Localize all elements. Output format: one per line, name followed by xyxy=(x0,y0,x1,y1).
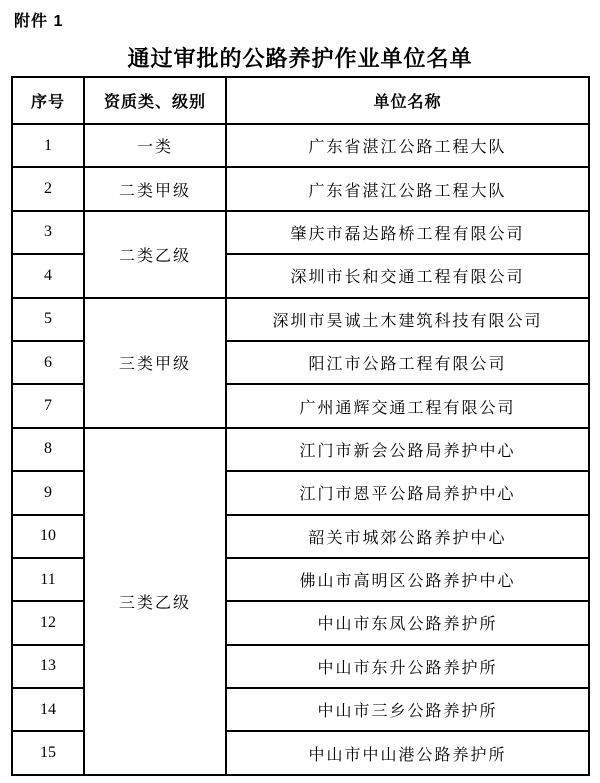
cell-unit-name: 佛山市高明区公路养护中心 xyxy=(226,558,589,601)
cell-unit-name: 广州通辉交通工程有限公司 xyxy=(226,384,589,427)
cell-unit-name: 江门市恩平公路局养护中心 xyxy=(226,471,589,514)
cell-serial-number: 9 xyxy=(12,471,84,514)
cell-qualification-level: 一类 xyxy=(84,124,226,167)
table-row xyxy=(12,167,589,210)
cell-qualification-level: 二类乙级 xyxy=(84,211,226,298)
cell-unit-name: 中山市三乡公路养护所 xyxy=(226,688,589,731)
cell-unit-name: 肇庆市磊达路桥工程有限公司 xyxy=(226,211,589,254)
cell-serial-number: 1 xyxy=(12,124,84,167)
table-header xyxy=(12,77,589,124)
table-row xyxy=(12,428,589,471)
header-serial-number: 序号 xyxy=(12,77,84,124)
table-row xyxy=(12,124,589,167)
cell-serial-number: 12 xyxy=(12,601,84,644)
page-title: 通过审批的公路养护作业单位名单 xyxy=(127,46,473,71)
header-unit-name: 单位名称 xyxy=(226,77,589,124)
cell-unit-name: 广东省湛江公路工程大队 xyxy=(226,124,589,167)
header-qualification-level: 资质类、级别 xyxy=(84,77,226,124)
attachment-label: 附件 1 xyxy=(14,13,64,30)
cell-serial-number: 2 xyxy=(12,167,84,210)
cell-serial-number: 11 xyxy=(12,558,84,601)
cell-serial-number: 10 xyxy=(12,515,84,558)
cell-serial-number: 14 xyxy=(12,688,84,731)
cell-unit-name: 阳江市公路工程有限公司 xyxy=(226,341,589,384)
cell-serial-number: 5 xyxy=(12,298,84,341)
cell-unit-name: 韶关市城郊公路养护中心 xyxy=(226,515,589,558)
table-body xyxy=(12,124,589,775)
cell-serial-number: 6 xyxy=(12,341,84,384)
table-row xyxy=(12,211,589,254)
cell-unit-name: 江门市新会公路局养护中心 xyxy=(226,428,589,471)
table-row xyxy=(12,298,589,341)
table-header-row xyxy=(12,77,589,124)
cell-unit-name: 深圳市昊诚土木建筑科技有限公司 xyxy=(226,298,589,341)
cell-serial-number: 13 xyxy=(12,645,84,688)
cell-serial-number: 15 xyxy=(12,731,84,774)
cell-unit-name: 深圳市长和交通工程有限公司 xyxy=(226,254,589,297)
cell-unit-name: 中山市东凤公路养护所 xyxy=(226,601,589,644)
cell-unit-name: 中山市东升公路养护所 xyxy=(226,645,589,688)
cell-serial-number: 4 xyxy=(12,254,84,297)
cell-qualification-level: 二类甲级 xyxy=(84,167,226,210)
cell-qualification-level: 三类甲级 xyxy=(84,298,226,428)
cell-unit-name: 中山市中山港公路养护所 xyxy=(226,731,589,774)
cell-serial-number: 7 xyxy=(12,384,84,427)
cell-serial-number: 8 xyxy=(12,428,84,471)
cell-unit-name: 广东省湛江公路工程大队 xyxy=(226,167,589,210)
cell-serial-number: 3 xyxy=(12,211,84,254)
approved-units-table xyxy=(11,76,590,776)
cell-qualification-level: 三类乙级 xyxy=(84,428,226,775)
